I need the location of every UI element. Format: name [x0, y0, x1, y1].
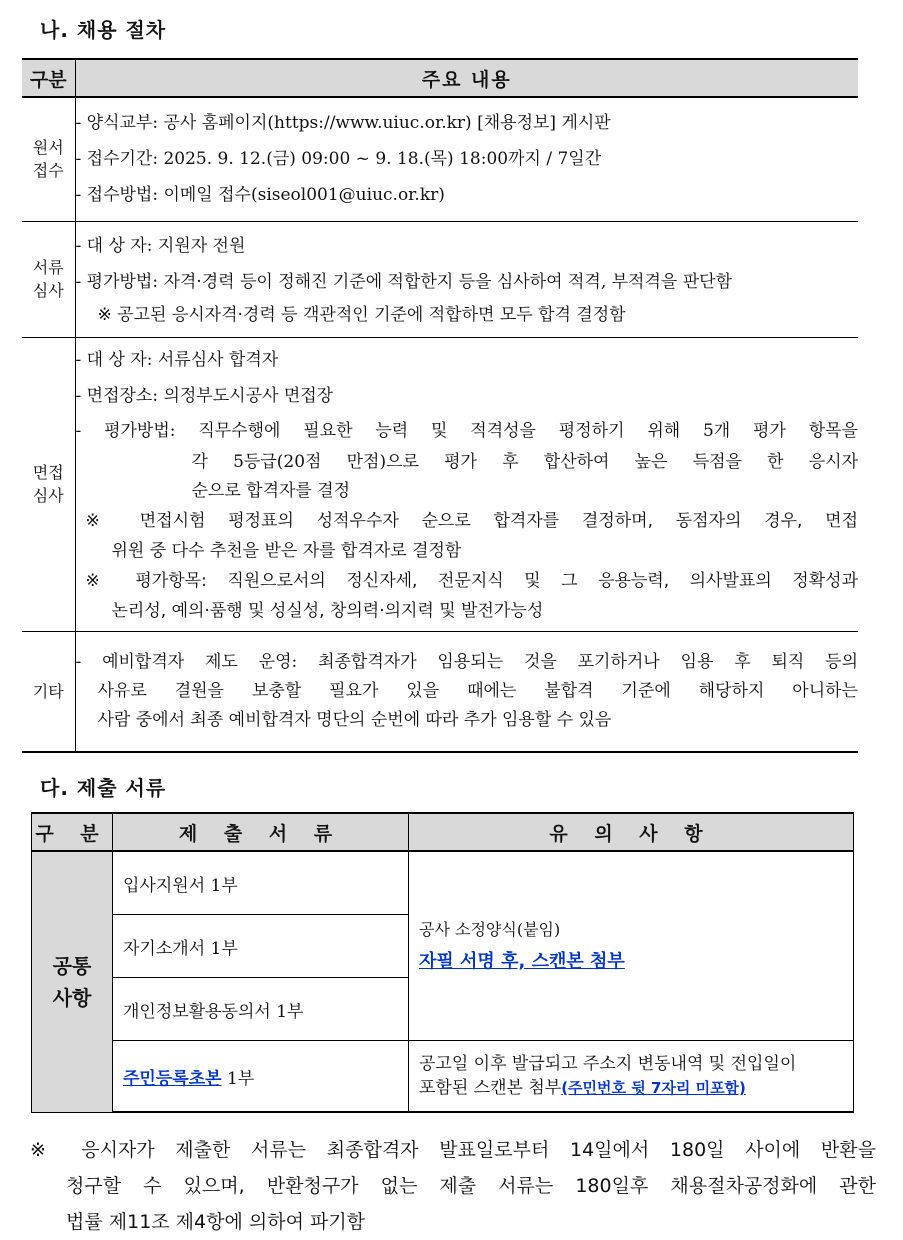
table-row — [32, 1041, 854, 1113]
group-label-line2: 사항 — [52, 985, 92, 1010]
section-title-documents: 다. 제출 서류 — [40, 776, 167, 800]
item-reserve-line2: 사유로 결원을 보충할 필요가 있을 때에는 불합격 기준에 해당하지 아니하는 — [97, 680, 858, 701]
item-reserve-line1: - 예비합격자 제도 운영: 최종합격자가 임용되는 것을 포기하거나 임용 후 퇴직 등의 — [75, 651, 858, 672]
resident-register-link[interactable]: 주민등록초본 — [123, 1068, 222, 1089]
footer-line2: 청구할 수 있으며, 반환청구가 없는 제출 서류는 180일후 채용절차공정화에 관한 — [66, 1175, 876, 1197]
header-main-content: 주요 내용 — [75, 59, 858, 97]
doc-application-form: 입사지원서 1부 — [113, 851, 409, 915]
stage-interview — [22, 337, 75, 631]
item-review-target: - 대 상 자: 지원자 전원 — [75, 236, 246, 256]
item-application-method: - 접수방법: 이메일 접수(siseol001@uiuc.or.kr) — [75, 185, 445, 206]
footer-note — [30, 1132, 876, 1240]
other-content — [75, 631, 858, 752]
item-form-distribution: - 양식교부: 공사 홈페이지(https://www.uiuc.or.kr) [채용정보] 게시판 — [75, 113, 611, 134]
row-interview — [22, 337, 858, 631]
note-interview-1-line2: 위원 중 다수 추천을 받은 자를 합격자로 결정함 — [111, 541, 462, 561]
stage-label-line2: 접수 — [32, 161, 64, 181]
stage-document-review — [22, 221, 75, 337]
item-reserve-line3: 사람 중에서 최종 예비합격자 명단의 순번에 따라 추가 임용할 수 있음 — [97, 709, 612, 730]
doc-privacy-consent: 개인정보활용동의서 1부 — [113, 978, 409, 1041]
application-content — [75, 97, 858, 221]
shared-note-cell — [409, 851, 854, 1041]
footer-line1: ※ 응시자가 제출한 서류는 최종합격자 발표일로부터 14일에서 180일 사이에 반환을 — [30, 1139, 876, 1161]
header-category: 구 분 — [32, 813, 113, 851]
resident-note-prefix: 포함된 스캔본 첨부 — [419, 1078, 562, 1098]
item-interview-place: - 면접장소: 의정부도시공사 면접장 — [75, 386, 334, 406]
stage-label-line2: 심사 — [32, 486, 64, 505]
stage-label-line1: 면접 — [32, 463, 64, 482]
item-interview-target: - 대 상 자: 서류심사 합격자 — [75, 350, 279, 370]
stage-application — [22, 97, 75, 221]
header-notes: 유 의 사 항 — [409, 813, 854, 851]
stage-label: 기타 — [32, 681, 64, 701]
group-common — [32, 851, 113, 1112]
section-title-procedure: 나. 채용 절차 — [40, 18, 167, 42]
doc-resident-register — [113, 1041, 409, 1113]
resident-note-cell — [409, 1041, 854, 1113]
item-interview-method-line3: 순으로 합격자를 결정 — [191, 481, 351, 501]
procedure-header-row — [22, 59, 858, 97]
stage-label-line1: 원서 — [32, 138, 64, 158]
row-document-review — [22, 221, 858, 337]
doc-self-introduction: 자기소개서 1부 — [113, 915, 409, 978]
note-review: ※ 공고된 응시자격·경력 등 객관적인 기준에 적합하면 모두 합격 결정함 — [97, 305, 626, 325]
stage-label-line2: 심사 — [32, 281, 64, 300]
header-category: 구분 — [22, 59, 75, 97]
header-documents: 제 출 서 류 — [113, 813, 409, 851]
interview-content — [75, 337, 858, 631]
note-interview-2-line1: ※ 평가항목: 직원으로서의 정신자세, 전문지식 및 그 응용능력, 의사발표의 정확성과 — [85, 571, 858, 591]
shared-note-line1: 공사 소정양식(붙임) — [419, 920, 561, 939]
row-other — [22, 631, 858, 752]
procedure-table — [22, 58, 858, 753]
row-application — [22, 97, 858, 221]
resident-note-line1: 공고일 이후 발급되고 주소지 변동내역 및 전입일이 — [419, 1054, 797, 1074]
stage-label-line1: 서류 — [32, 258, 64, 277]
item-review-method: - 평가방법: 자격·경력 등이 정해진 기준에 적합한지 등을 심사하여 적격, 부적격을 판단함 — [75, 272, 732, 292]
resident-number-link[interactable]: (주민번호 뒷 7자리 미포함) — [561, 1079, 746, 1097]
group-label-line1: 공통 — [52, 953, 92, 978]
signature-scan-link[interactable]: 자필 서명 후, 스캔본 첨부 — [419, 951, 625, 972]
documents-table — [31, 812, 854, 1113]
stage-other — [22, 631, 75, 752]
table-row — [32, 851, 854, 915]
item-application-period: - 접수기간: 2025. 9. 12.(금) 09:00 ~ 9. 18.(목) 18:00까지 / 7일간 — [75, 149, 602, 170]
footer-line3: 법률 제11조 제4항에 의하여 파기함 — [66, 1211, 366, 1233]
document-review-content — [75, 221, 858, 337]
resident-register-suffix: 1부 — [221, 1068, 255, 1089]
item-interview-method-line1: - 평가방법: 직무수행에 필요한 능력 및 적격성을 평정하기 위해 5개 평가 항목을 — [75, 421, 858, 441]
item-interview-method-line2: 각 5등급(20점 만점)으로 평가 후 합산하여 높은 득점을 한 응시자 — [191, 452, 858, 472]
documents-header-row — [32, 813, 854, 851]
note-interview-1-line1: ※ 면접시험 평정표의 성적우수자 순으로 합격자를 결정하며, 동점자의 경우, 면접 — [85, 511, 858, 531]
note-interview-2-line2: 논리성, 예의·품행 및 성실성, 창의력·의지력 및 발전가능성 — [111, 601, 544, 621]
